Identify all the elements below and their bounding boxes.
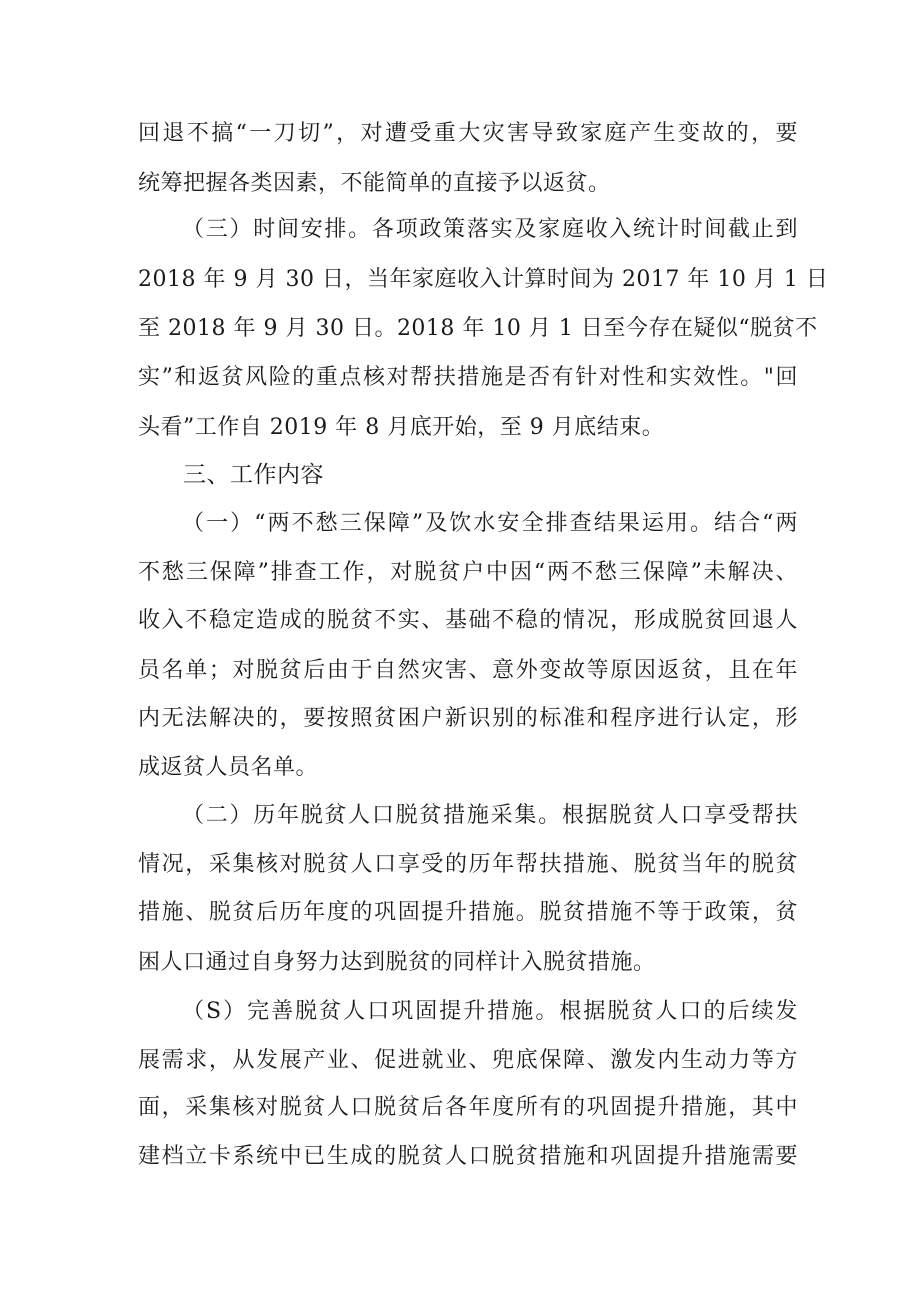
paragraph-line: 不愁三保障”排查工作，对脱贫户中因“两不愁三保障”未解决、 [138,560,798,585]
paragraph-line: 回退不搞“一刀切”，对遭受重大灾害导致家庭产生变故的，要 [138,121,798,146]
paragraph-line: 建档立卡系统中已生成的脱贫人口脱贫措施和巩固提升措施需要 [138,1144,798,1169]
paragraph-line: 措施、脱贫后历年度的巩固提升措施。脱贫措施不等于政策，贫 [138,900,798,925]
section-heading: 三、工作内容 [183,462,324,488]
paragraph-line: 实”和返贫风险的重点核对帮扶措施是否有针对性和实效性。"回 [138,365,798,390]
paragraph-line: 内无法解决的，要按照贫困户新识别的标准和程序进行认定，形 [138,706,798,731]
paragraph-line: 2018 年 9 月 30 日，当年家庭收入计算时间为 2017 年 10 月 1 日 [138,267,829,292]
paragraph-line: 情况，采集核对脱贫人口享受的历年帮扶措施、脱贫当年的脱贫 [138,852,798,877]
paragraph-line: （三）时间安排。各项政策落实及家庭收入统计时间截止到 [182,217,798,242]
paragraph-line: 收入不稳定造成的脱贫不实、基础不稳的情况，形成脱贫回退人 [138,608,798,633]
paragraph-line: 员名单；对脱贫后由于自然灾害、意外变故等原因返贫，且在年 [138,658,798,683]
paragraph-line: 面，采集核对脱贫人口脱贫后各年度所有的巩固提升措施，其中 [138,1095,798,1120]
paragraph-line: 成返贫人员名单。 [138,755,319,780]
paragraph-line: （S）完善脱贫人口巩固提升措施。根据脱贫人口的后续发 [182,999,798,1024]
paragraph-line: 困人口通过自身努力达到脱贫的同样计入脱贫措施。 [138,950,656,975]
paragraph-line: 至 2018 年 9 月 30 日。2018 年 10 月 1 日至今存在疑似“脱贫不 [138,316,818,341]
paragraph-line: （一）“两不愁三保障”及饮水安全排查结果运用。结合“两 [182,511,798,536]
paragraph-line: 头看”工作自 2019 年 8 月底开始，至 9 月底结束。 [138,415,665,440]
paragraph-line: （二）历年脱贫人口脱贫措施采集。根据脱贫人口享受帮扶 [182,803,798,828]
paragraph-line: 统筹把握各类因素，不能简单的直接予以返贫。 [138,171,611,196]
paragraph-line: 展需求，从发展产业、促进就业、兜底保障、激发内生动力等方 [138,1048,798,1073]
